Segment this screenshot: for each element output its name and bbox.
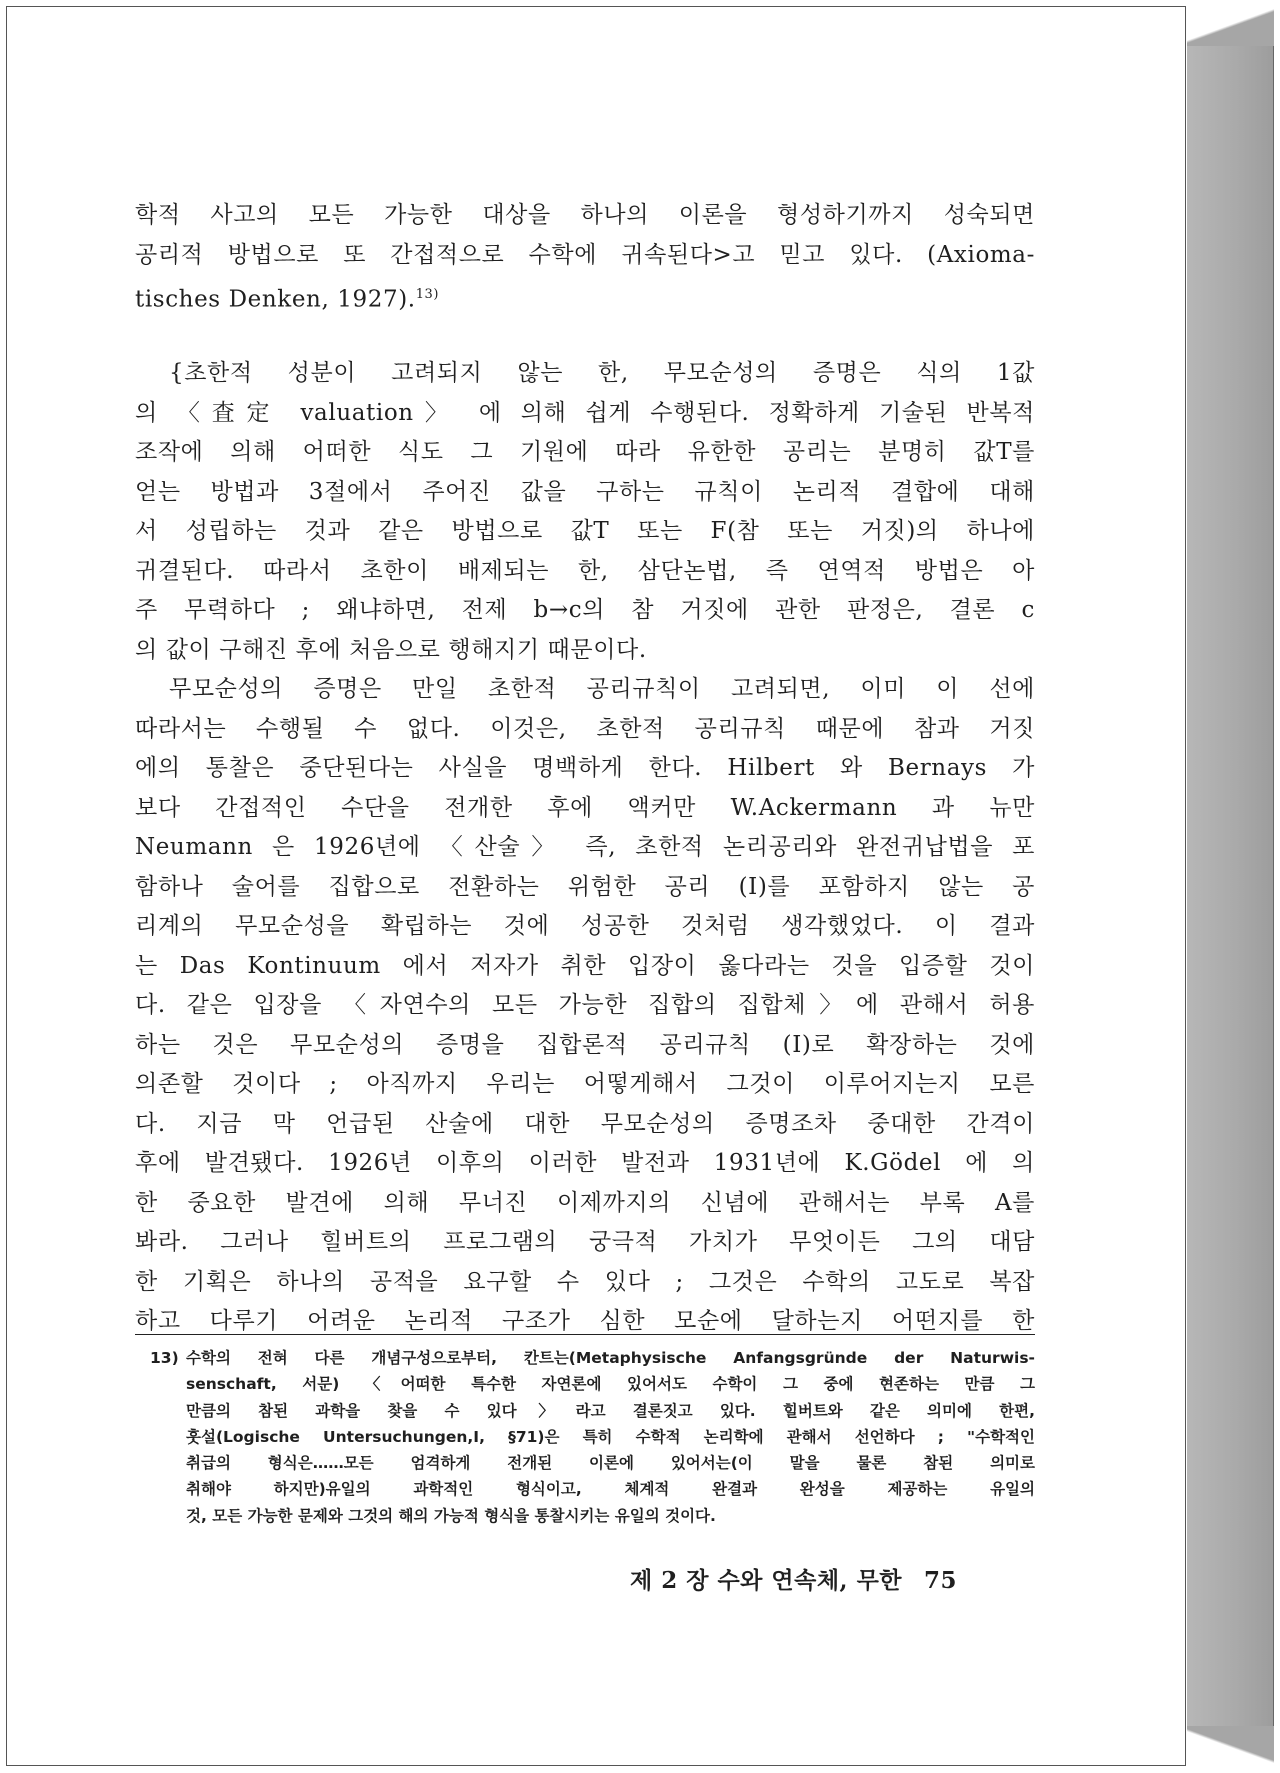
- text-line: 의 〈査定 valuation〉 에 의해 쉽게 수행된다. 정확하게 기술된 반복적: [135, 399, 1035, 426]
- paragraph-gap: [135, 320, 1035, 354]
- text-line: 의 값이 구해진 후에 처음으로 행해지기 때문이다.: [135, 636, 647, 663]
- text-line-content: tisches Denken, 1927).: [135, 286, 416, 313]
- chapter-title: 제 2 장 수와 연속체, 무한: [630, 1567, 903, 1594]
- paragraph-1: [135, 196, 1035, 320]
- text-line: 따라서는 수행될 수 없다. 이것은, 초한적 공리규칙 때문에 참과 거짓: [135, 715, 1035, 742]
- footnotes: [150, 1345, 1035, 1529]
- text-line: 조작에 의해 어떠한 식도 그 기원에 따라 유한한 공리는 분명히 값T를: [135, 439, 1035, 466]
- footnote-number: 13): [150, 1349, 179, 1367]
- paragraph-3: [135, 670, 1035, 1342]
- footnote-line: 것, 모든 가능한 문제와 그것의 해의 가능적 형식을 통찰시키는 유일의 것이다.: [186, 1506, 716, 1525]
- text-line: 리계의 무모순성을 확립하는 것에 성공한 것처럼 생각했었다. 이 결과: [135, 913, 1035, 940]
- text-line: 에의 통찰은 중단된다는 사실을 명백하게 한다. Hilbert 와 Bernays 가: [135, 755, 1035, 782]
- text-line: 의존할 것이다 ; 아직까지 우리는 어떻게해서 그것이 이루어지는지 모른: [135, 1071, 1035, 1098]
- text-line: 한 기획은 하나의 공적을 요구할 수 있다 ; 그것은 수학의 고도로 복잡: [135, 1268, 1035, 1295]
- text-line: 보다 간접적인 수단을 전개한 후에 액커만 W.Ackermann 과 뉴만: [135, 794, 1035, 821]
- text-line: 귀결된다. 따라서 초한이 배제되는 한, 삼단논법, 즉 연역적 방법은 아: [135, 557, 1035, 584]
- text-line: 하는 것은 무모순성의 증명을 집합론적 공리규칙 (I)로 확장하는 것에: [135, 1031, 1035, 1058]
- text-line: 한 중요한 발견에 의해 무너진 이제까지의 신념에 관해서는 부록 A를: [135, 1189, 1035, 1216]
- book-spine: [1187, 6, 1274, 1766]
- text-line: 무모순성의 증명은 만일 초한적 공리규칙이 고려되면, 이미 이 선에: [169, 676, 1035, 703]
- text-line: [135, 275, 1035, 320]
- footnote-line: [150, 1345, 1035, 1371]
- text-line: 공리적 방법으로 또 간접적으로 수학에 귀속된다>고 믿고 있다. (Axioma-: [135, 241, 1035, 268]
- book-spine-top: [1187, 6, 1274, 46]
- footnote-line: senschaft, 서문) 〈어떠한 특수한 자연론에 있어서도 수학이 그 중에 현존하는 만큼 그: [186, 1375, 1035, 1394]
- text-line: 는 Das Kontinuum 에서 저자가 취한 입장이 옳다라는 것을 입증할 것이: [135, 952, 1035, 979]
- book-spine-bottom: [1187, 1726, 1274, 1766]
- text-line: {초한적 성분이 고려되지 않는 한, 무모순성의 증명은 식의 1값: [169, 360, 1035, 387]
- text-line: 다. 같은 입장을 〈자연수의 모든 가능한 집합의 집합체〉에 관해서 허용: [135, 992, 1035, 1019]
- text-line: 다. 지금 막 언급된 산술에 대한 무모순성의 증명조차 중대한 간격이: [135, 1110, 1035, 1137]
- body-text: [135, 196, 1035, 1342]
- text-line: 함하나 술어를 집합으로 전환하는 위험한 공리 (I)를 포함하지 않는 공: [135, 873, 1035, 900]
- text-line: 학적 사고의 모든 가능한 대상을 하나의 이론을 형성하기까지 성숙되면: [135, 202, 1035, 228]
- text-line: Neumann 은 1926년에 〈산술〉 즉, 초한적 논리공리와 완전귀납법을 포: [135, 834, 1035, 861]
- footnote-line: 취해야 하지만)유일의 과학적인 형식이고, 체계적 완결과 완성을 제공하는 유일의: [186, 1480, 1035, 1499]
- text-line: 후에 발견됐다. 1926년 이후의 이러한 발전과 1931년에 K.Gödel 에 의: [135, 1150, 1035, 1177]
- footnote-line: 만큼의 참된 과학을 찾을 수 있다〉라고 결론짓고 있다. 힐버트와 같은 의미에 한편,: [186, 1401, 1035, 1420]
- page-number: 75: [924, 1567, 958, 1594]
- footnote-separator: [135, 1334, 1035, 1335]
- footnote-ref: 13): [415, 287, 440, 302]
- text-line: 봐라. 그러나 힐버트의 프로그램의 궁극적 가치가 무엇이든 그의 대담: [135, 1229, 1035, 1256]
- text-line: 얻는 방법과 3절에서 주어진 값을 구하는 규칙이 논리적 결합에 대해: [135, 478, 1035, 505]
- footnote-line: 훗설(Logische Untersuchungen,I, §71)은 특히 수학적 논리학에 관해서 선언하다 ; "수학적인: [186, 1427, 1035, 1446]
- text-line: 하고 다루기 어려운 논리적 구조가 심한 모순에 달하는지 어떤지를 한: [135, 1308, 1035, 1335]
- page-footer: [630, 1562, 1010, 1595]
- footnote-text: 수학의 전혀 다른 개념구성으로부터, 칸트는(Metaphysische Anfangsgründe der Naturwis-: [186, 1349, 1035, 1367]
- paragraph-2: [135, 354, 1035, 670]
- text-line: 서 성립하는 것과 같은 방법으로 값T 또는 F(참 또는 거짓)의 하나에: [135, 518, 1035, 545]
- text-line: 주 무력하다 ; 왜냐하면, 전제 b→c의 참 거짓에 관한 판정은, 결론 c: [135, 597, 1035, 624]
- footnote-line: 취급의 형식은……모든 엄격하게 전개된 이론에 있어서는(이 말을 물론 참된 의미로: [186, 1454, 1035, 1473]
